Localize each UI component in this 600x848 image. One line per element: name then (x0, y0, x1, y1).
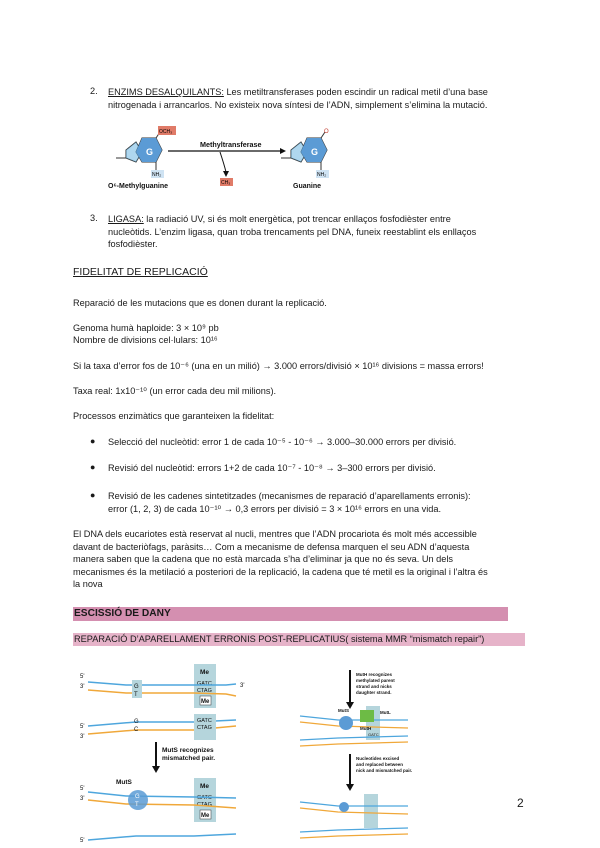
item-heading: ENZIMS DESALQUILANTS: (108, 87, 224, 97)
me-label: Me (200, 669, 210, 676)
ring-label: G (146, 147, 154, 157)
item-heading: LIGASA: (108, 214, 144, 224)
bullet: ● (90, 490, 96, 500)
three-prime: 3' (80, 684, 85, 690)
paragraph: Si la taxa d’error fos de 10⁻⁶ (una en un milió) → 3.000 errors/divisió × 10¹⁶ divisions = massa errors! (73, 361, 484, 371)
muth-caption: MutH recognizes (356, 672, 393, 677)
ch3-label: CH₃ (221, 180, 231, 186)
item-ligasa (108, 213, 526, 251)
base-g: G (134, 684, 139, 690)
mmr-figure-left (76, 660, 276, 848)
item-text: nitrogenada i arrancarlos. No existeix nova síntesi de l’ADN, simplement s’elimina la mutació. (108, 99, 488, 110)
paragraph-line: mecanismes és la metilació a posteriori de la replicació, la cadena que té metil es la original i l’altra és (73, 566, 488, 577)
paragraph: Taxa real: 1x10⁻¹⁰ (un error cada deu mil milions). (73, 386, 277, 396)
ctag-label: CTAG (197, 725, 212, 731)
excised-caption: and replaced between (356, 762, 404, 767)
ctag-label: CTAG (197, 688, 212, 694)
me-label: Me (201, 699, 210, 705)
base-g: G (135, 794, 140, 800)
gatc-label: GATC (197, 681, 212, 687)
item-text: fosfodièster. (108, 239, 158, 250)
bullet-text (108, 490, 526, 515)
mmr-figure-right (298, 668, 438, 848)
base-c: C (134, 727, 139, 733)
paragraph-line: El DNA dels eucariotes està reservat al nucli, mentres que l’ADN procariota és molt més accessible (73, 529, 477, 539)
item-text: la radiació UV, si és molt energètica, pot trencar enllaços fosfodièster entre (143, 214, 451, 224)
list-number: 3. (90, 213, 98, 223)
list-number: 2. (90, 86, 98, 96)
gatc-label: GATC (197, 718, 212, 724)
gatc-label: GATC (197, 795, 212, 801)
five-prime: 5' (80, 674, 85, 680)
paragraph-line: manera saben que la cadena que no està marcada s’ha d’eliminar ja que no és seva. Un dels (73, 554, 453, 565)
muth-caption: methylated parent (356, 678, 395, 683)
bullet: ● (90, 436, 96, 446)
och3-label: OCH₃ (159, 129, 173, 135)
muts-caption: mismatched pair. (162, 755, 216, 762)
base-t: T (135, 802, 139, 808)
bullet-line: error (1, 2, 3) de cada 10⁻¹⁰ → 0,3 errors per divisió = 3 × 10¹⁶ errors en una vida. (108, 503, 442, 514)
bullet: ● (90, 462, 96, 472)
bullet-line: Revisió de les cadenes sintetitzades (mecanismes de reparació d’aparellaments erronis): (108, 491, 471, 501)
paragraph-line: davant de bacteriòfags, paràsits… Com a mecanisme de defensa marquen el seu ADN d’aquesta (73, 541, 470, 552)
o-label: O (324, 129, 329, 135)
nh2-label: NH₂ (317, 172, 327, 178)
excised-caption: nick and mismatched pair. (356, 768, 413, 773)
me-label: Me (200, 783, 210, 790)
ring-label: G (311, 147, 319, 157)
base-t: T (134, 692, 138, 698)
five-prime: 5' (80, 724, 85, 730)
enzyme-label: Methyltransferase (200, 140, 262, 149)
muth-caption: strand and nicks (356, 684, 392, 689)
base-g: G (134, 719, 139, 725)
item-text: Les metiltransferases poden escindir un radical metil d’una base (223, 87, 488, 97)
right-molecule-label: Guanine (293, 183, 322, 190)
nh2-label: NH₂ (152, 172, 162, 178)
bullet-text: Selecció del nucleòtid: error 1 de cada 10⁻⁵ - 10⁻⁶ → 3.000–30.000 errors per divisió. (108, 437, 457, 447)
paragraph: Genoma humà haploide: 3 × 10⁹ pb (73, 323, 219, 333)
paragraph: Reparació de les mutacions que es donen durant la replicació. (73, 298, 327, 308)
three-prime: 3' (80, 796, 85, 802)
three-prime: 3' (240, 683, 245, 689)
muts-caption: MutS recognizes (162, 747, 214, 754)
paragraph-dna (73, 528, 526, 591)
paragraph: Nombre de divisions cel·lulars: 10¹⁶ (73, 335, 218, 345)
section-title: FIDELITAT DE REPLICACIÓ (73, 266, 208, 278)
muth-caption: daughter strand. (356, 690, 392, 695)
three-prime: 3' (80, 734, 85, 740)
muth-label: MutH (360, 726, 372, 731)
item-text: nucleòtids. L’enzim ligasa, quan troba trencaments pel DNA, funeix reestablint els enllaços (108, 226, 477, 237)
subsection-header-band (73, 633, 525, 646)
bullet-text: Revisió del nucleòtid: errors 1+2 de cada 10⁻⁷ - 10⁻⁸ → 3–300 errors per divisió. (108, 463, 436, 473)
section-header-band (73, 607, 508, 621)
paragraph-line: la nova (73, 579, 103, 590)
gatc-label: GATC (368, 732, 379, 737)
five-prime: 5' (80, 786, 85, 792)
mutl-label: MutL (380, 710, 391, 715)
section-title: ESCISSIÓ DE DANY (74, 608, 171, 619)
five-prime: 5' (80, 838, 85, 844)
paragraph: Processos enzimàtics que garanteixen la fidelitat: (73, 411, 275, 421)
me-label: Me (201, 813, 210, 819)
subsection-title: REPARACIÓ D’APARELLAMENT ERRONIS POST-REPLICATIUS( sistema MMR “mismatch repair”) (74, 634, 485, 644)
item-enzims-desalquilants (108, 86, 526, 111)
excised-caption: Nucleotides excised (356, 756, 400, 761)
muts-label: MutS (338, 708, 349, 713)
methyltransferase-figure (108, 124, 358, 194)
page-number: 2 (517, 796, 524, 810)
ctag-label: CTAG (197, 802, 212, 808)
left-molecule-label: O⁶-Methylguanine (108, 183, 169, 190)
muts-label: MutS (116, 779, 132, 786)
